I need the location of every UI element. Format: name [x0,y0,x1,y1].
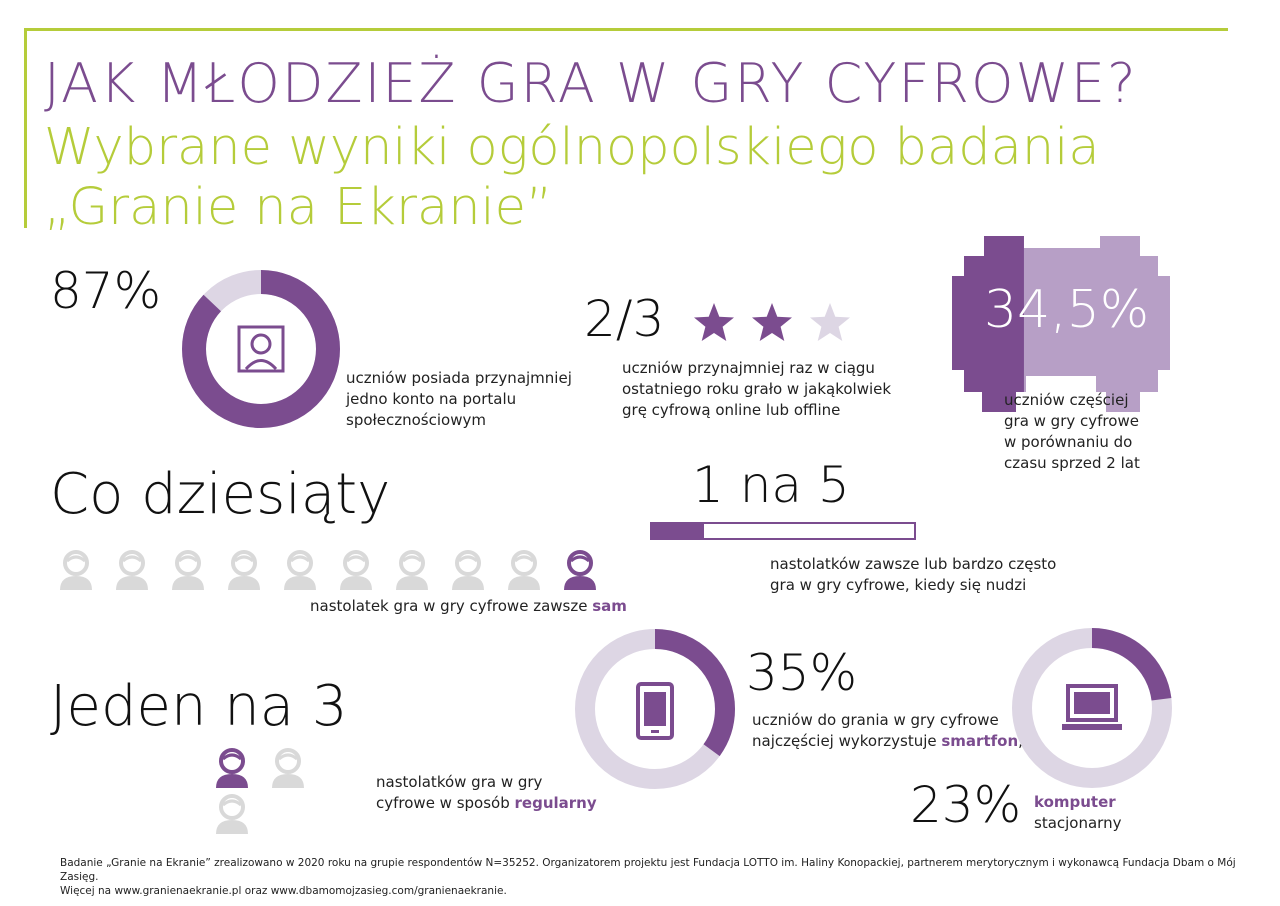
person-icon [112,548,152,594]
stat-online-desc-line2: ostatniego roku grało w jakąkolwiek [622,380,892,398]
stat-alone-desc-highlight: sam [592,597,627,615]
stat-more-desc [1004,390,1184,474]
stat-computer-desc [1034,792,1174,834]
stat-online-desc-line3: grę cyfrową online lub offline [622,401,841,419]
person-icon [448,548,488,594]
stat-alone-desc [310,596,627,617]
stat-computer-desc-line2: stacjonarny [1034,814,1122,832]
person-icon [280,548,320,594]
stat-alone-desc-text: nastolatek gra w gry cyfrowe zawsze [310,597,593,615]
stat-smartphone-desc-suffix: , [1018,732,1023,750]
stat-social-desc-line1: uczniów posiada przynajmniej [346,369,572,387]
stat-bored-value: 1 na 5 [692,456,850,514]
star-icon [752,303,792,341]
stat-smartphone-value: 35% [746,644,858,702]
stat-more-desc-line1: uczniów częściej [1004,391,1129,409]
footer-line2: Więcej na www.granienaekranie.pl oraz www.dbamomojzasieg.com/granienaekranie. [60,885,507,897]
stat-regular-desc-text: cyfrowe w sposób [376,794,515,812]
stat-regular-value: Jeden na 3 [50,674,348,739]
person-icon [212,792,252,838]
person-icon [560,548,600,594]
stat-online-desc [622,358,902,421]
page-title: JAK MŁODZIEŻ GRA W GRY CYFROWE? [44,52,1138,115]
stat-smartphone-desc [752,710,1052,752]
stat-bored-desc [770,554,1070,596]
stat-social-desc-line2: jedno konto na portalu [346,390,517,408]
footer-line1: Badanie „Granie na Ekranie” zrealizowano w 2020 roku na grupie respondentów N=35252. Organizatorem projektu jest Fundacja LOTTO im. Haliny Konopackiej, partnerem merytorycznym i wykonawcą Fundacja Dbam o Mój Zasięg. [60,857,1236,883]
profile-portrait-icon [239,327,283,371]
bored-progress-bar [650,522,916,540]
stat-online-desc-line1: uczniów przynajmniej raz w ciągu [622,359,875,377]
stars-rating [692,300,862,346]
stat-more-desc-line2: gra w gry cyfrowe [1004,412,1139,430]
footer-note [60,856,1240,898]
stat-alone-value: Co dziesiąty [50,462,391,527]
frame-left-line [24,28,27,228]
person-icon [56,548,96,594]
stat-bored-desc-line1: nastolatków zawsze lub bardzo często [770,555,1057,573]
person-icon [224,548,264,594]
stat-smartphone-desc-line2 [752,731,1052,752]
stat-social-value: 87% [50,262,162,320]
person-icon [268,746,308,792]
stat-regular-desc-highlight: regularny [514,794,597,812]
frame-top-line [24,28,1228,31]
stat-computer-desc-highlight: komputer [1034,793,1116,811]
star-icon [694,303,734,341]
alone-people-row [56,548,616,592]
stat-computer-value: 23% [910,776,1022,834]
page-subtitle-line1: Wybrane wyniki ogólnopolskiego badania [44,118,1100,177]
computer-donut [1010,626,1174,790]
stat-bored-desc-line2: gra w gry cyfrowe, kiedy się nudzi [770,576,1027,594]
computer-monitor-icon [1062,686,1122,730]
stat-smartphone-desc-line1: uczniów do grania w gry cyfrowe [752,711,999,729]
person-icon [336,548,376,594]
person-icon [392,548,432,594]
stat-regular-desc-line1: nastolatków gra w gry [376,773,543,791]
stat-smartphone-desc-highlight: smartfon [941,732,1019,750]
page-subtitle-line2: „Granie na Ekranie” [44,178,553,237]
bored-progress-fill [652,524,704,538]
smartphone-icon [638,684,672,738]
stat-smartphone-desc-text: najczęściej wykorzystuje [752,732,942,750]
stat-more-desc-line4: czasu sprzed 2 lat [1004,454,1140,472]
stat-regular-desc-line2 [376,793,616,814]
social-donut [180,268,342,430]
stat-social-desc [346,368,576,431]
star-icon [810,303,850,341]
person-icon [212,746,252,792]
stat-more-desc-line3: w porównaniu do [1004,433,1133,451]
stat-social-desc-line3: społecznościowym [346,411,486,429]
person-icon [168,548,208,594]
person-icon [504,548,544,594]
stat-online-value: 2/3 [584,290,665,348]
regular-people-row [212,746,372,790]
smartphone-donut [572,626,738,792]
stat-more-value: 34,5% [984,280,1150,340]
